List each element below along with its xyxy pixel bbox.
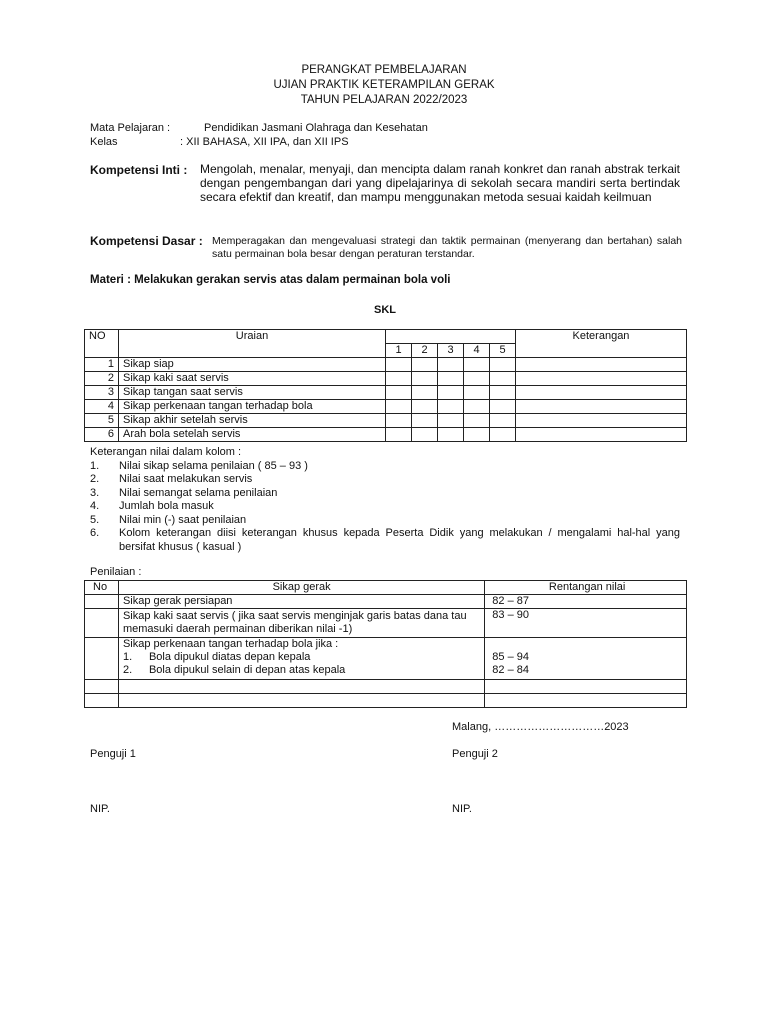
skl-score-col-1: 1 <box>386 344 412 358</box>
skl-score-col-3: 3 <box>438 344 464 358</box>
score-cell[interactable] <box>438 372 464 386</box>
table-row <box>85 609 687 638</box>
table-row <box>85 358 687 372</box>
list-item-text: Bola dipukul diatas depan kepala <box>148 651 311 663</box>
keterangan-cell[interactable] <box>516 400 687 414</box>
list-item <box>90 473 690 487</box>
header-line-3: TAHUN PELAJARAN 2022/2023 <box>300 94 468 106</box>
list-item-number: 4. <box>90 500 100 512</box>
kd-label: Kompetensi Dasar : <box>90 234 203 248</box>
kelas-label: Kelas <box>90 136 118 148</box>
row-sikap <box>118 638 484 680</box>
row-sikap: Sikap gerak persiapan <box>118 595 484 609</box>
row-no <box>85 595 119 609</box>
list-item-text: Nilai min (-) saat penilaian <box>119 513 247 526</box>
keterangan-cell[interactable] <box>516 372 687 386</box>
materi-heading: Materi : Melakukan gerakan servis atas dalam permainan bola voli <box>90 274 451 286</box>
penguji-2-label: Penguji 2 <box>452 748 498 760</box>
row-rentang <box>485 638 687 680</box>
score-cell[interactable] <box>438 428 464 442</box>
score-cell[interactable] <box>412 358 438 372</box>
header-line-2: UJIAN PRAKTIK KETERAMPILAN GERAK <box>273 79 495 91</box>
score-cell[interactable] <box>464 400 490 414</box>
table-row <box>85 595 687 609</box>
score-cell[interactable] <box>490 414 516 428</box>
score-cell[interactable] <box>412 428 438 442</box>
signature-place-date: Malang, …………………………2023 <box>452 721 629 733</box>
list-item-text: Kolom keterangan diisi keterangan khusus kepada Peserta Didik yang melakukan / mengalami hal-hal yang bersifat khusus ( kasual ) <box>119 527 680 553</box>
list-item <box>90 500 690 514</box>
table-row <box>85 372 687 386</box>
score-cell[interactable] <box>464 386 490 400</box>
score-cell[interactable] <box>386 386 412 400</box>
row-rentang-1: 85 – 94 <box>492 651 529 663</box>
row-no: 5 <box>85 414 119 428</box>
keterangan-cell[interactable] <box>516 414 687 428</box>
score-cell[interactable] <box>438 414 464 428</box>
table-row <box>85 400 687 414</box>
score-cell[interactable] <box>412 372 438 386</box>
table-row <box>85 414 687 428</box>
penilaian-header-sikap: Sikap gerak <box>118 581 484 595</box>
score-cell[interactable] <box>490 386 516 400</box>
penilaian-title: Penilaian : <box>90 566 142 578</box>
row-desc: Sikap akhir setelah servis <box>119 414 386 428</box>
keterangan-cell[interactable] <box>516 358 687 372</box>
score-cell[interactable] <box>386 428 412 442</box>
skl-header-row <box>85 330 687 344</box>
skl-header-uraian: Uraian <box>119 330 386 358</box>
score-cell[interactable] <box>438 386 464 400</box>
row-rentang[interactable] <box>485 680 687 694</box>
nip-2-label: NIP. <box>452 803 472 815</box>
score-cell[interactable] <box>490 372 516 386</box>
score-cell[interactable] <box>464 358 490 372</box>
skl-score-col-2: 2 <box>412 344 438 358</box>
list-item-number: 1. <box>122 651 133 663</box>
list-item-text: Nilai semangat selama penilaian <box>119 486 278 499</box>
list-item-text: Nilai sikap selama penilaian ( 85 – 93 ) <box>119 459 308 472</box>
row-sikap[interactable] <box>118 694 484 708</box>
row-rentang-2: 82 – 84 <box>492 664 529 676</box>
header-line-1: PERANGKAT PEMBELAJARAN <box>301 64 467 76</box>
skl-header-keterangan: Keterangan <box>516 330 687 358</box>
skl-header-score-group <box>386 330 516 344</box>
skl-title: SKL <box>374 304 396 316</box>
table-row <box>85 386 687 400</box>
row-no <box>85 638 119 680</box>
row-rentang: 83 – 90 <box>485 609 687 638</box>
skl-score-col-5: 5 <box>490 344 516 358</box>
keterangan-nilai-notes <box>90 446 690 554</box>
list-item-number: 3. <box>90 486 100 499</box>
notes-title: Keterangan nilai dalam kolom : <box>90 446 242 458</box>
score-cell[interactable] <box>490 400 516 414</box>
score-cell[interactable] <box>386 358 412 372</box>
score-cell[interactable] <box>490 428 516 442</box>
keterangan-cell[interactable] <box>516 428 687 442</box>
mapel-value: Pendidikan Jasmani Olahraga dan Kesehatan <box>204 122 428 134</box>
row-no: 1 <box>85 358 119 372</box>
row-no: 3 <box>85 386 119 400</box>
list-item-number: 6. <box>90 527 100 539</box>
penilaian-header-no: No <box>85 581 119 595</box>
row-no[interactable] <box>85 694 119 708</box>
list-item <box>123 651 480 664</box>
score-cell[interactable] <box>412 386 438 400</box>
row-rentang[interactable] <box>485 694 687 708</box>
table-row <box>85 638 687 680</box>
list-item-text: Nilai saat melakukan servis <box>119 473 253 485</box>
kd-text: Memperagakan dan mengevaluasi strategi dan taktik permainan (menyerang dan bertahan) salah satu permainan bola besar dengan peraturan terstandar. <box>212 235 682 260</box>
list-item <box>90 527 690 554</box>
document-header <box>0 63 768 108</box>
score-cell[interactable] <box>386 414 412 428</box>
table-row <box>85 694 687 708</box>
ki-label: Kompetensi Inti : <box>90 163 188 177</box>
list-item-number: 1. <box>90 459 100 472</box>
score-cell[interactable] <box>438 400 464 414</box>
list-item-number: 2. <box>90 473 100 485</box>
list-item <box>123 664 480 677</box>
row-desc: Sikap tangan saat servis <box>119 386 386 400</box>
score-cell[interactable] <box>386 372 412 386</box>
score-cell[interactable] <box>464 372 490 386</box>
skl-header-no: NO <box>85 330 119 358</box>
row-desc: Sikap siap <box>119 358 386 372</box>
row-no: 2 <box>85 372 119 386</box>
row-sikap-heading: Sikap perkenaan tangan terhadap bola jika : <box>122 638 339 650</box>
score-cell[interactable] <box>490 358 516 372</box>
penilaian-header-row <box>85 581 687 595</box>
penilaian-header-rentang: Rentangan nilai <box>485 581 687 595</box>
keterangan-cell[interactable] <box>516 386 687 400</box>
list-item <box>90 487 690 501</box>
row-no[interactable] <box>85 680 119 694</box>
mapel-label: Mata Pelajaran : <box>90 122 171 134</box>
kelas-value: : XII BAHASA, XII IPA, dan XII IPS <box>180 136 349 148</box>
notes-list <box>90 460 690 555</box>
skl-table <box>84 329 687 442</box>
list-item-text: Jumlah bola masuk <box>119 500 214 512</box>
row-no: 4 <box>85 400 119 414</box>
score-cell[interactable] <box>438 358 464 372</box>
row-no <box>85 609 119 638</box>
penilaian-table <box>84 580 687 708</box>
penguji-1-label: Penguji 1 <box>90 748 136 760</box>
row-rentang: 82 – 87 <box>485 595 687 609</box>
table-row <box>85 680 687 694</box>
score-cell[interactable] <box>412 400 438 414</box>
list-item-number: 5. <box>90 513 100 526</box>
list-item <box>90 514 690 528</box>
list-item-text: Bola dipukul selain di depan atas kepala <box>148 664 346 676</box>
nip-1-label: NIP. <box>90 803 110 815</box>
list-item-number: 2. <box>122 664 133 676</box>
list-item <box>90 460 690 474</box>
row-no: 6 <box>85 428 119 442</box>
row-desc: Sikap kaki saat servis <box>119 372 386 386</box>
row-desc: Sikap perkenaan tangan terhadap bola <box>119 400 386 414</box>
score-cell[interactable] <box>386 400 412 414</box>
score-cell[interactable] <box>412 414 438 428</box>
skl-score-col-4: 4 <box>464 344 490 358</box>
row-sikap: Sikap kaki saat servis ( jika saat servis menginjak garis batas dana tau memasuki daerah permainan diberikan nilai -1) <box>118 609 484 638</box>
row-sikap[interactable] <box>118 680 484 694</box>
score-cell[interactable] <box>464 428 490 442</box>
score-cell[interactable] <box>464 414 490 428</box>
row-desc: Arah bola setelah servis <box>119 428 386 442</box>
table-row <box>85 428 687 442</box>
ki-text: Mengolah, menalar, menyaji, dan mencipta dalam ranah konkret dan ranah abstrak terkait dengan pengembangan dari yang dipelajarinya di sekolah secara mandiri serta bertindak secara efektif dan kreatif, dan mampu menggunakan metoda sesuai kaidah keilmuan <box>200 162 680 204</box>
